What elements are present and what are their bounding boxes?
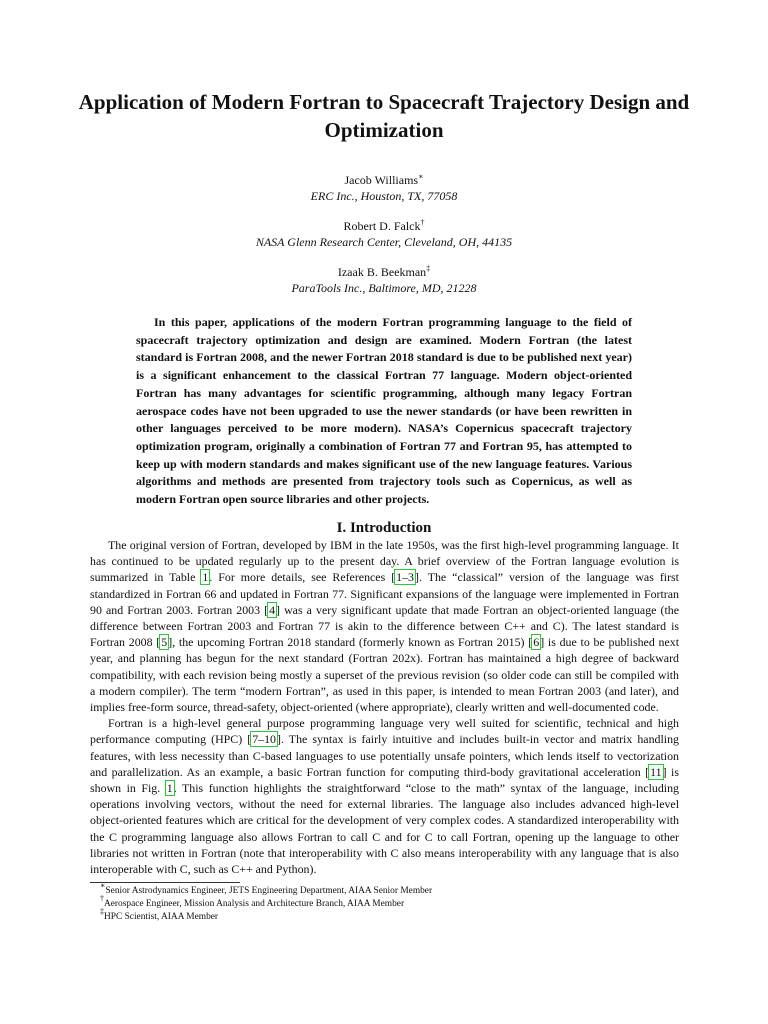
- author-name: Robert D. Falck: [343, 219, 421, 233]
- paragraph-text: ] was a very significant update that made Fortran an object-oriented language (the difference between Fortran 2003 and Fortran 77 is akin to the difference between C++ and C). The latest standard is Fortran 2008 [: [90, 602, 679, 650]
- footnote-text: Aerospace Engineer, Mission Analysis and Architecture Branch, AIAA Member: [104, 899, 405, 909]
- author-block: [0, 172, 768, 310]
- paragraph-text: . For more details, see References [: [209, 570, 396, 585]
- citation-link[interactable]: 6: [533, 635, 540, 650]
- author-footnote-mark: †: [420, 218, 425, 227]
- paragraph-text: ]. The “classical” version of the language was first standardized in Fortran 66 and updated in Fortran 77. Significant expansions of the language were implemented in Fortran 90 and Fortran 2003. Fortran 2003 [: [90, 570, 679, 617]
- abstract: In this paper, applications of the modern Fortran programming language to the field of spacecraft trajectory optimization and design are examined. Modern Fortran (the latest standard is Fortran 2008, and the newer Fortran 2018 standard is due to be published next year) is a significant enhancement to the classical Fortran 77 language. Modern object-oriented Fortran has many advantages for scientific programming, although many legacy Fortran aerospace codes have not been upgraded to use the newer standards (or have been rewritten in other languages perceived to be more modern). NASA’s Copernicus spacecraft trajectory optimization program, originally a combination of Fortran 77 and Fortran 95, has attempted to keep up with modern standards and makes significant use of the new language features. Various algorithms and methods are presented from trajectory tools such as Copernicus, as well as modern Fortran open source libraries and other projects.: [136, 315, 632, 507]
- paragraph-2: [90, 715, 679, 877]
- author-1: [0, 172, 768, 204]
- author-3: [0, 264, 768, 296]
- figure-reference-link[interactable]: 1: [166, 781, 173, 796]
- footnote-text: Senior Astrodynamics Engineer, JETS Engineering Department, AIAA Senior Member: [105, 886, 433, 896]
- table-reference-link[interactable]: 1: [202, 570, 209, 585]
- author-affiliation: ERC Inc., Houston, TX, 77058: [310, 189, 458, 203]
- citation-link[interactable]: 11: [650, 764, 662, 779]
- section-heading-introduction: I. Introduction: [336, 520, 432, 536]
- paragraph-text: ]. The syntax is fairly intuitive and includes built-in vector and matrix handling features, with less necessity than C-based languages to use potentially unsafe pointers, which lends itself to vectorization and parallelization. As an example, a basic Fortran function for computing third-body gravitational acceleration [: [90, 732, 679, 779]
- footnote-mark: ∗: [100, 881, 106, 890]
- paragraph-text: ] is due to be published next year, and planning has begun for the next standard (Fortran 202x). Fortran has maintained a high degree of backward compatibility, with each revision being mostly a superset of the previous revision (so older code can still be compiled with a modern compiler). The term “modern Fortran”, as used in this paper, is intended to mean Fortran 2003 (and later), and implies free-form source, thread-safety, object-oriented (where appropriate), clearly written and well-documented code.: [90, 635, 679, 715]
- footnotes: [90, 882, 678, 924]
- footnote-rule: [90, 882, 240, 883]
- author-affiliation: ParaTools Inc., Baltimore, MD, 21228: [291, 281, 477, 295]
- paragraph-text: The original version of Fortran, developed by IBM in the late 1950s, was the first high-level programming language. It has continued to be updated regularly up to the present day. A brief overview of the Fortran language evolution is summarized in Table: [90, 538, 679, 585]
- footnote-mark: †: [100, 894, 104, 903]
- author-name: Jacob Williams: [344, 173, 419, 187]
- introduction-body: [90, 537, 679, 877]
- author-footnote-mark: ‡: [426, 264, 431, 273]
- footnote-1: [90, 881, 678, 898]
- citation-link[interactable]: 5: [161, 635, 168, 650]
- paragraph-text: ], the upcoming Fortran 2018 standard (formerly known as Fortran 2015) [: [168, 635, 533, 650]
- citation-link[interactable]: 7–10: [252, 732, 276, 747]
- author-affiliation: NASA Glenn Research Center, Cleveland, OH, 44135: [255, 235, 513, 249]
- paragraph-text: ] is shown in Fig.: [90, 764, 679, 796]
- paragraph-1: [90, 537, 679, 715]
- citation-link[interactable]: 1–3: [396, 570, 414, 585]
- paragraph-text: Fortran is a high-level general purpose programming language very well suited for scientific, technical and high performance computing (HPC) [: [90, 716, 679, 747]
- paragraph-text: . This function highlights the straightforward “close to the math” syntax of the language, including operations involving vectors, without the need for external libraries. The language also includes advanced high-level object-oriented features which are critical for the development of very complex codes. A standardized interoperability with the C programming language also allows Fortran to call C and for C to call Fortran, opening up the language to other libraries not written in Fortran (note that interoperability with C also means interoperability with any language that is also interoperable with C, such as C++ and Python).: [90, 781, 679, 877]
- author-name: Izaak B. Beekman: [337, 265, 427, 279]
- paper-title: Application of Modern Fortran to Spacecraft Trajectory Design and Optimization: [78, 90, 690, 142]
- footnote-mark: ‡: [100, 907, 104, 916]
- author-footnote-mark: ∗: [418, 172, 424, 181]
- footnote-text: HPC Scientist, AIAA Member: [104, 912, 219, 922]
- author-2: [0, 218, 768, 250]
- footnote-2: [90, 894, 678, 911]
- footnote-3: [90, 907, 678, 924]
- citation-link[interactable]: 4: [269, 602, 276, 617]
